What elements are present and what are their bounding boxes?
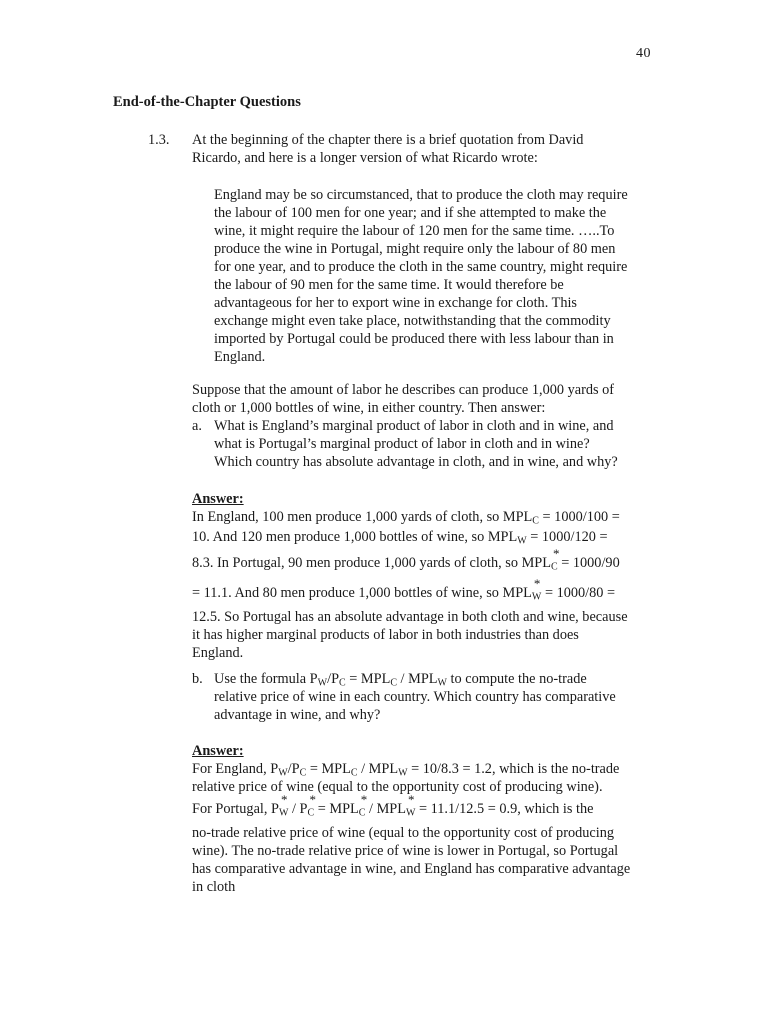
answer-line: = 11.1. And 80 men produce 1,000 bottles of wine, so MPL * $_W$ = 1000/80 = [192,576,616,603]
setup-line: cloth or 1,000 bottles of wine, in either country. Then answer: [192,400,546,416]
answer-line: For England, $P_W/P_C = MPL_C / MPL_W = 10/8.3 = 1.2$, which is the no-trade [192,761,620,779]
quote-line: imported by Portugal could be produced there with less labour than in [214,331,614,347]
part-a-line: Which country has absolute advantage in cloth, and in wine, and why? [214,454,618,470]
part-a-question [192,417,660,477]
part-b-question [192,670,660,730]
section-heading: End-of-the-Chapter Questions [113,94,301,110]
answer-line: has comparative advantage in wine, and England has comparative advantage [192,861,631,877]
part-b-line: relative price of wine in each country. Which country has comparative [214,689,616,705]
quote-line: the labour of 100 men for one year; and if she attempted to make the [214,205,607,221]
ricardo-quotation [214,186,660,366]
part-a-label: a. [192,418,202,434]
answer-line: For Portugal, P * $_W$ / P * $_C$ = MPL * $_C$ / MPL * $_W$ = 11.1/12.5 = 0.9, which is the [192,792,594,819]
answer-line: 8.3. In Portugal, 90 men produce 1,000 yards of cloth, so MPL * $_C$ = 1000/90 [192,546,620,573]
answer-line: it has higher marginal products of labor in both industries than does [192,627,579,643]
part-a-answer [192,490,660,662]
answer-line: in cloth [192,879,236,895]
part-b-line: advantage in wine, and why? [214,707,381,723]
quote-line: for one year, and to produce the cloth in the same country, might require [214,259,628,275]
page-number: 40 [636,46,651,61]
part-b-answer [192,742,660,896]
answer-heading: Answer: [192,743,244,759]
part-a-line: What is England’s marginal product of labor in cloth and in wine, and [214,418,614,434]
quote-line: the labour of 90 men for the same time. It would therefore be [214,277,564,293]
answer-line: 12.5. So Portugal has an absolute advantage in both cloth and wine, because [192,609,628,625]
part-b-line: Use the formula $P_W/P_C = MPL_C / MPL_W$ to compute the no-trade [214,671,587,689]
question-intro-line: Ricardo, and here is a longer version of what Ricardo wrote: [192,150,538,166]
setup-line: Suppose that the amount of labor he describes can produce 1,000 yards of [192,382,615,398]
quote-line: wine, it might require the labour of 120 men for the same time. …..To [214,223,615,239]
question-setup [192,381,660,417]
answer-heading: Answer: [192,491,244,507]
answer-line: relative price of wine (equal to the opportunity cost of producing wine). [192,779,603,795]
question-intro [192,131,660,167]
answer-line: no-trade relative price of wine (equal to the opportunity cost of producing [192,825,615,841]
quote-line: produce the wine in Portugal, might require only the labour of 80 men [214,241,616,257]
quote-line: England may be so circumstanced, that to produce the cloth may require [214,187,628,203]
question-number: 1.3. [148,132,170,148]
quote-line: exchange might even take place, notwithstanding that the commodity [214,313,611,329]
part-b-label: b. [192,671,203,687]
question-intro-line: At the beginning of the chapter there is a brief quotation from David [192,132,584,148]
quote-line: England. [214,349,266,365]
answer-line: England. [192,645,244,661]
quote-line: advantageous for her to export wine in exchange for cloth. This [214,295,577,311]
part-a-line: what is Portugal’s marginal product of labor in cloth and in wine? [214,436,590,452]
answer-line: 10. And 120 men produce 1,000 bottles of wine, so $MPL_W = 1000/120$ = [192,529,608,547]
answer-line: wine). The no-trade relative price of wine is lower in Portugal, so Portugal [192,843,619,859]
answer-line: In England, 100 men produce 1,000 yards of cloth, so $MPL_C = 1000/100$ = [192,509,620,527]
